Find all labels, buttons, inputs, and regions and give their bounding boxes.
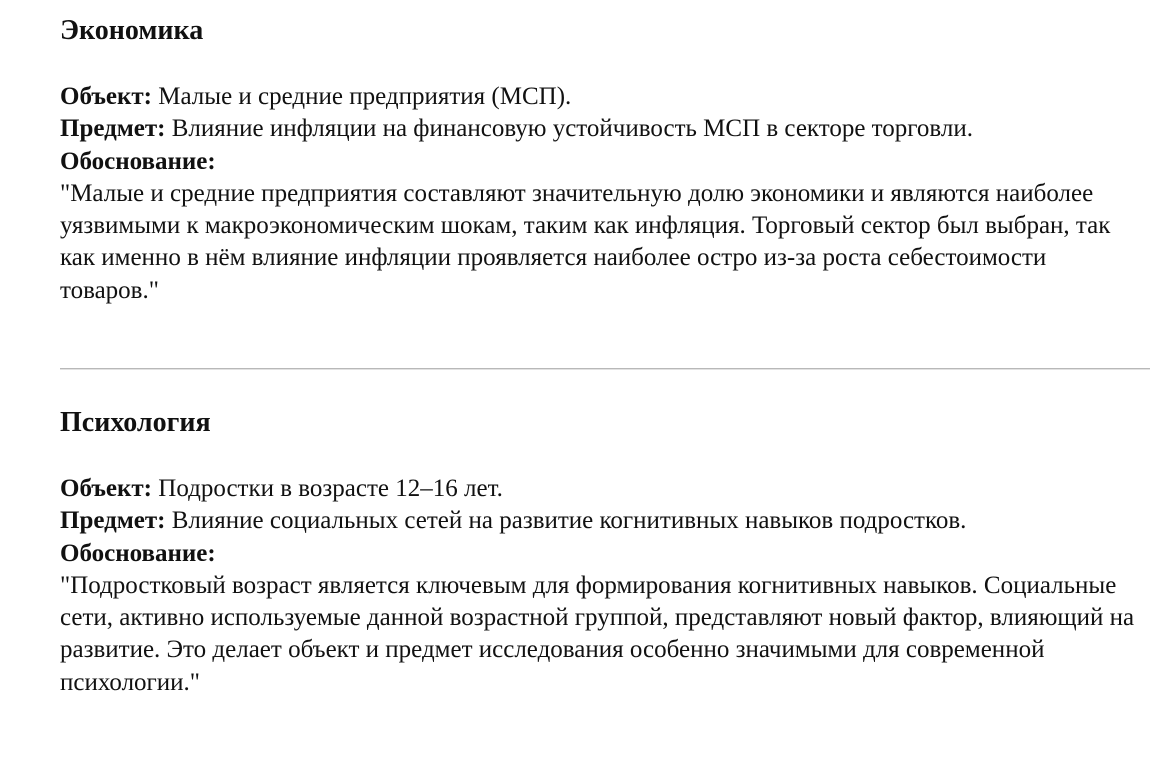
rationale-text: "Подростковый возраст является ключевым для формирования когнитивных навыков. Социальные сети, активно используемые данной возрастной группой, представляют новый фактор, влияющий на развитие. Это делает объект и предмет исследования особенно значимыми для современной психологии." xyxy=(60,571,1135,696)
subject-text: Влияние инфляции на финансовую устойчивость МСП в секторе торговли. xyxy=(165,115,973,143)
section-divider xyxy=(60,368,1150,370)
section-title: Экономика xyxy=(60,15,204,46)
subject-label: Предмет: xyxy=(60,115,166,143)
section-psychology xyxy=(60,407,1135,699)
object-text: Малые и средние предприятия (МСП). xyxy=(152,83,572,110)
subject-line xyxy=(60,505,1135,537)
rationale-text: "Малые и средние предприятия составляют значительную долю экономики и являются наиболее уязвимыми к макроэкономическим шокам, таким как инфляция. Торговый сектор был выбран, так как именно в нём влияние инфляции проявляется наиболее остро из-за роста себестоимости товаров." xyxy=(60,179,1111,304)
section-economics xyxy=(60,15,1135,307)
object-label: Объект: xyxy=(60,475,153,502)
object-line xyxy=(60,473,1135,505)
object-label: Объект: xyxy=(60,83,153,110)
subject-line xyxy=(60,113,1135,145)
subject-text: Влияние социальных сетей на развитие когнитивных навыков подростков. xyxy=(165,507,967,535)
section-title: Психология xyxy=(60,407,211,438)
subject-label: Предмет: xyxy=(60,507,166,535)
rationale-label: Обоснование: xyxy=(60,147,216,175)
object-text: Подростки в возрасте 12–16 лет. xyxy=(152,475,503,502)
section-body xyxy=(60,473,1135,699)
rationale-line xyxy=(60,146,1135,178)
rationale-line xyxy=(60,538,1135,570)
rationale-label: Обоснование: xyxy=(60,539,216,567)
section-body xyxy=(60,81,1135,307)
object-line xyxy=(60,81,1135,113)
